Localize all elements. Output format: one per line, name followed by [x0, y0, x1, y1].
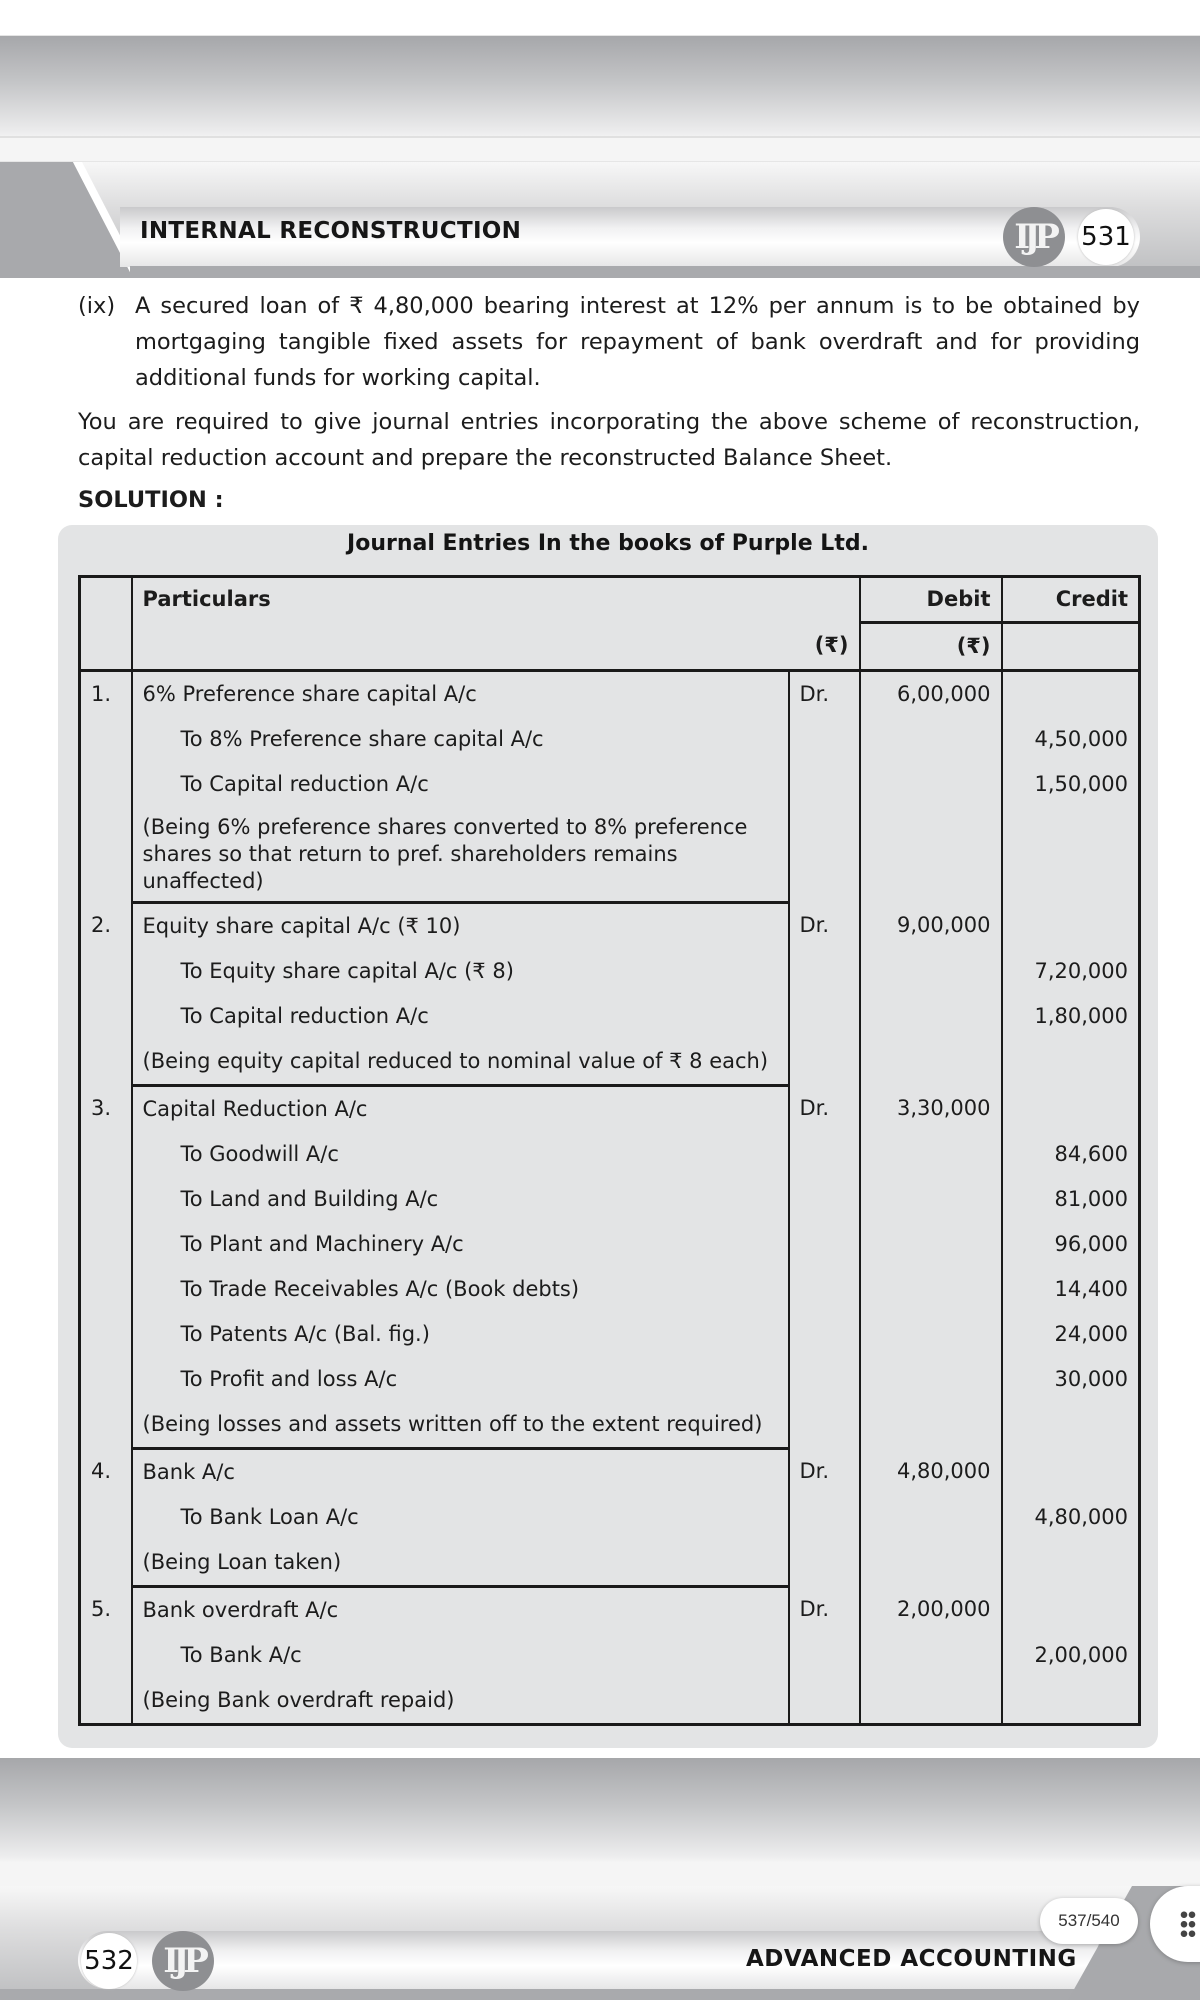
debit-amount: 9,00,000 — [860, 903, 1002, 950]
journal-entry-3-debit-row — [80, 1086, 1140, 1133]
header-particulars: Particulars — [132, 577, 860, 623]
next-page-header — [0, 1886, 1200, 2000]
journal-entry-1-narration-row — [80, 807, 1140, 903]
credit-amount: 84,600 — [1002, 1132, 1140, 1177]
page-number: 531 — [1078, 209, 1134, 265]
debit-account: Equity share capital A/c (₹ 10) — [132, 903, 789, 950]
credit-account: To Plant and Machinery A/c — [132, 1222, 789, 1267]
publisher-logo-icon: IJP — [1003, 207, 1065, 267]
credit-amount: 4,80,000 — [1002, 1495, 1140, 1540]
book-title: ADVANCED ACCOUNTING — [746, 1946, 1077, 1972]
page-gap-light-top — [0, 138, 1200, 162]
page-gap-top — [0, 36, 1200, 138]
item-number: (ix) — [78, 293, 116, 319]
entry-number: 1. — [80, 671, 132, 718]
dr-label: Dr. — [789, 671, 860, 718]
debit-amount: 4,80,000 — [860, 1449, 1002, 1496]
instruction-text: You are required to give journal entries incorporating the above scheme of reconstruction, capital reduction account and prepare the reconstructed Balance Sheet. — [78, 409, 1140, 471]
journal-entry-4-credit-row — [80, 1495, 1140, 1540]
narration: (Being Loan taken) — [132, 1540, 789, 1587]
header-slant-decoration — [0, 162, 140, 278]
header-debit-unit: (₹) — [860, 623, 1002, 671]
chapter-title: INTERNAL RECONSTRUCTION — [140, 218, 522, 244]
entry-number: 4. — [80, 1449, 132, 1496]
journal-panel — [58, 525, 1158, 1748]
question-item — [78, 288, 1140, 396]
debit-account: 6% Preference share capital A/c — [132, 671, 789, 718]
journal-entry-3-credit-row — [80, 1132, 1140, 1177]
credit-amount: 4,50,000 — [1002, 717, 1140, 762]
debit-account: Bank overdraft A/c — [132, 1587, 789, 1634]
page-gap-bottom — [0, 1758, 1200, 1862]
publisher-logo-icon: IJP — [152, 1931, 214, 1991]
entry-number: 3. — [80, 1086, 132, 1133]
narration: (Being 6% preference shares converted to 8% preference shares so that return to pref. shareholders remains unaffected) — [132, 807, 789, 903]
journal-entry-3-credit-row — [80, 1267, 1140, 1312]
credit-amount: 24,000 — [1002, 1312, 1140, 1357]
dr-label: Dr. — [789, 903, 860, 950]
debit-account: Bank A/c — [132, 1449, 789, 1496]
viewer-top-strip — [0, 0, 1200, 36]
journal-entry-2-credit-row — [80, 949, 1140, 994]
journal-entry-3-narration-row — [80, 1402, 1140, 1449]
next-page-number: 532 — [81, 1933, 137, 1989]
credit-amount: 81,000 — [1002, 1177, 1140, 1222]
grip-dots-icon — [1180, 1910, 1196, 1938]
credit-amount: 1,80,000 — [1002, 994, 1140, 1039]
journal-entry-3-credit-row — [80, 1222, 1140, 1267]
narration: (Being losses and assets written off to the extent required) — [132, 1402, 789, 1449]
header-bottom-bar — [130, 266, 1200, 278]
debit-amount: 2,00,000 — [860, 1587, 1002, 1634]
header-particulars-unit: (₹) — [814, 632, 849, 657]
question-content — [78, 288, 1140, 518]
journal-entry-3-credit-row — [80, 1312, 1140, 1357]
header-credit: Credit — [1002, 577, 1140, 623]
credit-account: To Patents A/c (Bal. fig.) — [132, 1312, 789, 1357]
journal-entry-2-narration-row — [80, 1039, 1140, 1086]
journal-entry-1-debit-row — [80, 671, 1140, 718]
header-credit-unit — [1002, 623, 1140, 671]
journal-entry-2-credit-row — [80, 994, 1140, 1039]
credit-account: To Capital reduction A/c — [132, 762, 789, 807]
debit-amount: 6,00,000 — [860, 671, 1002, 718]
credit-account: To Capital reduction A/c — [132, 994, 789, 1039]
journal-entry-4-narration-row — [80, 1540, 1140, 1587]
credit-account: To Bank A/c — [132, 1633, 789, 1678]
credit-amount: 14,400 — [1002, 1267, 1140, 1312]
journal-title: Journal Entries In the books of Purple Ltd. — [347, 531, 869, 556]
journal-entry-3-credit-row — [80, 1357, 1140, 1402]
dr-label: Dr. — [789, 1086, 860, 1133]
header-number-cell — [80, 577, 132, 671]
credit-amount: 30,000 — [1002, 1357, 1140, 1402]
header-debit: Debit — [860, 577, 1002, 623]
table-header-row — [80, 577, 1140, 623]
journal-entry-2-debit-row — [80, 903, 1140, 950]
debit-amount: 3,30,000 — [860, 1086, 1002, 1133]
credit-amount: 7,20,000 — [1002, 949, 1140, 994]
journal-entry-4-debit-row — [80, 1449, 1140, 1496]
narration: (Being Bank overdraft repaid) — [132, 1678, 789, 1725]
page-header — [0, 162, 1200, 278]
page-indicator[interactable]: 537/540 — [1040, 1898, 1138, 1944]
credit-amount: 1,50,000 — [1002, 762, 1140, 807]
table-header-units-row — [80, 623, 1140, 671]
solution-heading: SOLUTION : — [78, 487, 224, 513]
credit-account: To 8% Preference share capital A/c — [132, 717, 789, 762]
journal-entry-5-credit-row — [80, 1633, 1140, 1678]
narration: (Being equity capital reduced to nominal value of ₹ 8 each) — [132, 1039, 789, 1086]
entry-number: 5. — [80, 1587, 132, 1634]
credit-account: To Land and Building A/c — [132, 1177, 789, 1222]
journal-entry-5-debit-row — [80, 1587, 1140, 1634]
credit-account: To Profit and loss A/c — [132, 1357, 789, 1402]
journal-entry-1-credit-row — [80, 717, 1140, 762]
entry-number: 2. — [80, 903, 132, 950]
journal-table — [78, 575, 1141, 1726]
credit-account: To Trade Receivables A/c (Book debts) — [132, 1267, 789, 1312]
credit-account: To Equity share capital A/c (₹ 8) — [132, 949, 789, 994]
footer-bottom-bar — [0, 1989, 1080, 2000]
item-text: A secured loan of ₹ 4,80,000 bearing interest at 12% per annum is to be obtained by mortgaging tangible fixed assets for repayment of bank overdraft and for providing additional funds for working capital. — [135, 293, 1140, 391]
credit-amount: 2,00,000 — [1002, 1633, 1140, 1678]
dr-label: Dr. — [789, 1449, 860, 1496]
journal-entry-5-narration-row — [80, 1678, 1140, 1725]
journal-entry-3-credit-row — [80, 1177, 1140, 1222]
credit-account: To Bank Loan A/c — [132, 1495, 789, 1540]
debit-account: Capital Reduction A/c — [132, 1086, 789, 1133]
page-gap-light-bottom — [0, 1862, 1200, 1886]
credit-amount: 96,000 — [1002, 1222, 1140, 1267]
dr-label: Dr. — [789, 1587, 860, 1634]
credit-account: To Goodwill A/c — [132, 1132, 789, 1177]
journal-entry-1-credit-row — [80, 762, 1140, 807]
